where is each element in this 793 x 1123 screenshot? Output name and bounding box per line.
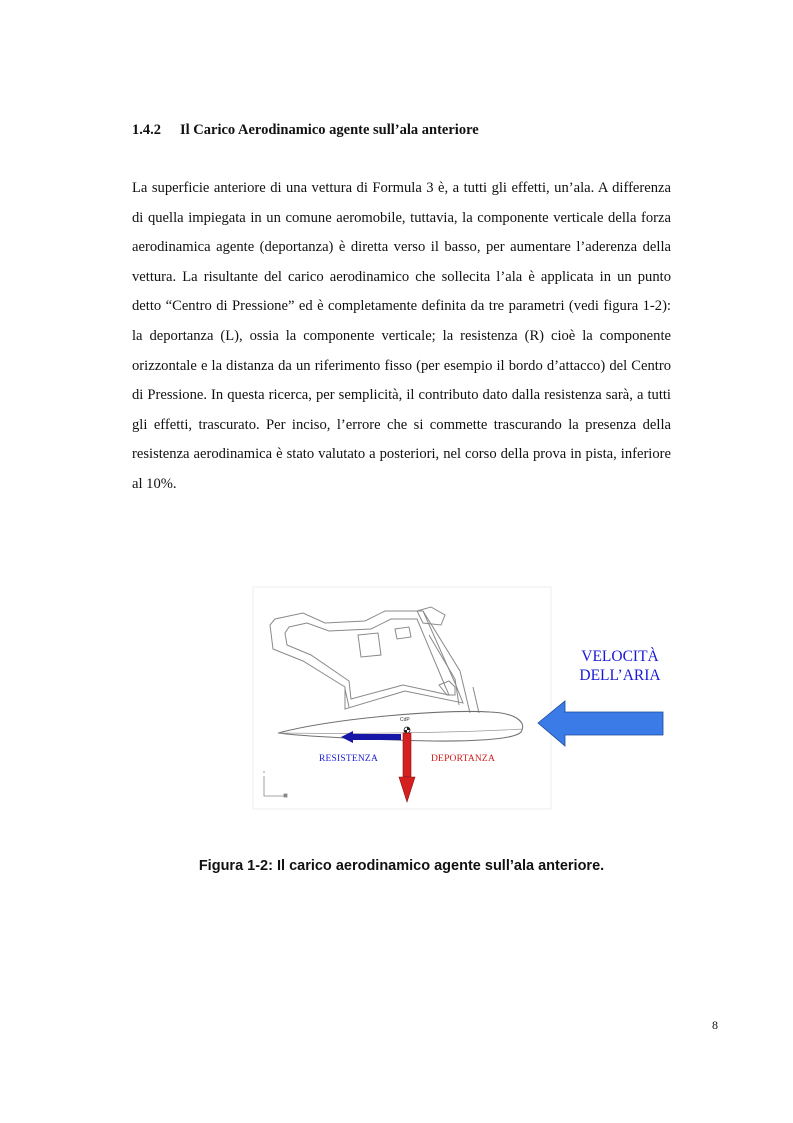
airflow-velocity-line1: VELOCITÀ — [581, 648, 659, 665]
section-number: 1.4.2 — [132, 122, 161, 138]
section-title: Il Carico Aerodinamico agente sull’ala anteriore — [180, 122, 479, 138]
deportanza-label: DEPORTANZA — [431, 754, 496, 764]
centre-of-pressure-label: CdP — [400, 717, 410, 723]
axes-indicator — [263, 772, 287, 797]
wing-chord-line — [278, 729, 523, 733]
figure-caption: Figura 1-2: Il carico aerodinamico agente sull’ala anteriore. — [198, 858, 605, 874]
airflow-velocity-label — [565, 647, 675, 685]
section-heading — [132, 122, 479, 139]
centre-of-pressure-marker — [404, 727, 410, 733]
airflow-velocity-line2: DELL’ARIA — [579, 667, 661, 684]
resistenza-label: RESISTENZA — [319, 754, 378, 764]
body-paragraph: La superficie anteriore di una vettura di Formula 3 è, a tutti gli effetti, un’ala. A differenza di quella impiegata in un comune aeromobile, tuttavia, la componente verticale della forza aerodinamica agente (deportanza) è diretta verso il basso, per aumentare l’aderenza della vettura. La risultante del carico aerodinamico che sollecita l’ala è applicata in un punto detto “Centro di Pressione” ed è completamente definita da tre parametri (vedi figura 1-2): la deportanza (L), ossia la componente verticale; la resistenza (R) cioè la componente orizzontale e la distanza da un riferimento fisso (per esempio il bordo d’attacco) del Centro di Pressione. In questa ricerca, per semplicità, il contributo dato dalla resistenza sarà, a tutti gli effetti, trascurato. Per inciso, l’errore che si commette trascurando la presenza della resistenza aerodinamica è stato valutato a posteriori, nel corso della prova in pista, inferiore al 10%. — [132, 180, 671, 492]
figure-frame — [253, 587, 551, 809]
page-number: 8 — [712, 1018, 718, 1032]
endplate-outline — [270, 607, 479, 713]
wing-diagram-svg — [245, 583, 670, 813]
airflow-arrow — [538, 701, 663, 746]
downforce-arrow — [399, 733, 415, 802]
figure-wing-diagram — [245, 583, 670, 813]
